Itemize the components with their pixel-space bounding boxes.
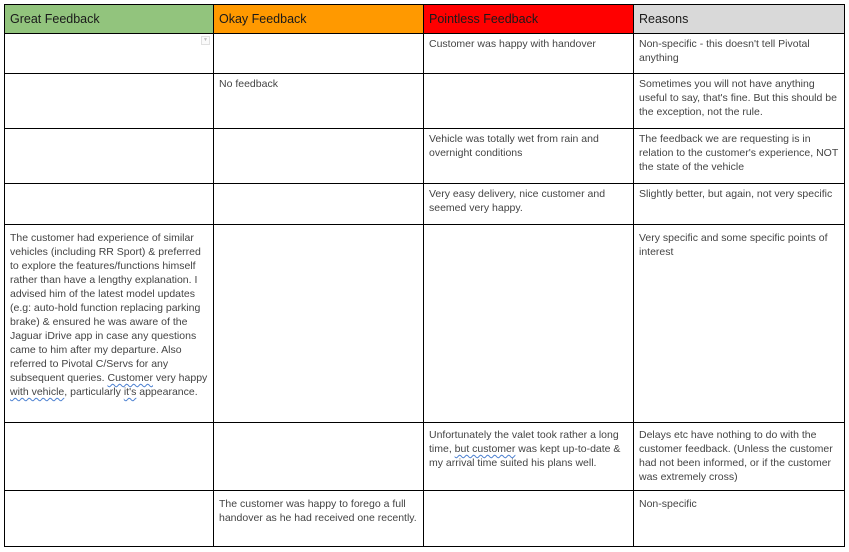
header-great-feedback[interactable]: Great Feedback [5, 5, 214, 34]
spellcheck-underline: with vehicle [10, 386, 65, 398]
cell-pointless[interactable]: Vehicle was totally wet from rain and overnight conditions [424, 129, 634, 184]
cell-reasons[interactable]: Slightly better, but again, not very specific [634, 184, 845, 225]
cell-okay[interactable]: The customer was happy to forego a full handover as he had received one recently. [214, 491, 424, 547]
dropdown-arrow-icon[interactable]: ▼ [201, 36, 210, 45]
cell-great[interactable] [5, 34, 214, 74]
table-row [5, 491, 845, 547]
table-row [5, 423, 845, 491]
cell-reasons[interactable]: Very specific and some specific points of interest [634, 225, 845, 423]
cell-reasons[interactable]: Non-specific - this doesn't tell Pivotal anything [634, 34, 845, 74]
cell-okay[interactable]: No feedback [214, 74, 424, 129]
cell-okay[interactable] [214, 423, 424, 491]
table-row [5, 225, 845, 423]
cell-great[interactable] [5, 184, 214, 225]
cell-pointless[interactable]: Customer was happy with handover [424, 34, 634, 74]
cell-great[interactable] [5, 129, 214, 184]
table-row [5, 34, 845, 74]
header-row [5, 5, 845, 34]
cell-great[interactable]: The customer had experience of similar vehicles (including RR Sport) & preferred to explore the features/functions himself rather than have a lengthy explanation. I advised him of the latest model updates (e.g: auto-hold function replacing parking brake) & ensured he was aware of the Jaguar iDrive app in case any questions came to him after my departure. Also referred to Pivotal C/Servs for any subsequent queries. Customer very happy with vehicle, particularly it's appearance. [5, 225, 214, 423]
table-row [5, 129, 845, 184]
cell-okay[interactable] [214, 129, 424, 184]
cell-okay[interactable] [214, 184, 424, 225]
cell-pointless[interactable] [424, 225, 634, 423]
cell-reasons[interactable]: Sometimes you will not have anything useful to say, that's fine. But this should be the exception, not the rule. [634, 74, 845, 129]
cell-great[interactable] [5, 423, 214, 491]
cell-great[interactable] [5, 74, 214, 129]
cell-okay[interactable] [214, 225, 424, 423]
cell-okay[interactable] [214, 34, 424, 74]
cell-pointless[interactable]: Very easy delivery, nice customer and seemed very happy. [424, 184, 634, 225]
cell-reasons[interactable]: The feedback we are requesting is in relation to the customer's experience, NOT the state of the vehicle [634, 129, 845, 184]
table-row [5, 74, 845, 129]
cell-pointless[interactable] [424, 74, 634, 129]
spellcheck-underline: Customer [107, 372, 153, 384]
spellcheck-underline: it's [123, 386, 137, 398]
header-okay-feedback[interactable]: Okay Feedback [214, 5, 424, 34]
table-row [5, 184, 845, 225]
cell-reasons[interactable]: Non-specific [634, 491, 845, 547]
cell-great[interactable] [5, 491, 214, 547]
header-pointless-feedback[interactable]: Pointless Feedback [424, 5, 634, 34]
cell-pointless[interactable] [424, 491, 634, 547]
cell-reasons[interactable]: Delays etc have nothing to do with the customer feedback. (Unless the customer had not been informed, or if the customer was extremely cross) [634, 423, 845, 491]
cell-pointless[interactable]: Unfortunately the valet took rather a long time, but customer was kept up-to-date & my arrival time suited his plans well. [424, 423, 634, 491]
header-reasons[interactable]: Reasons [634, 5, 845, 34]
spellcheck-underline: but customer [454, 443, 516, 455]
feedback-examples-table [4, 4, 845, 547]
